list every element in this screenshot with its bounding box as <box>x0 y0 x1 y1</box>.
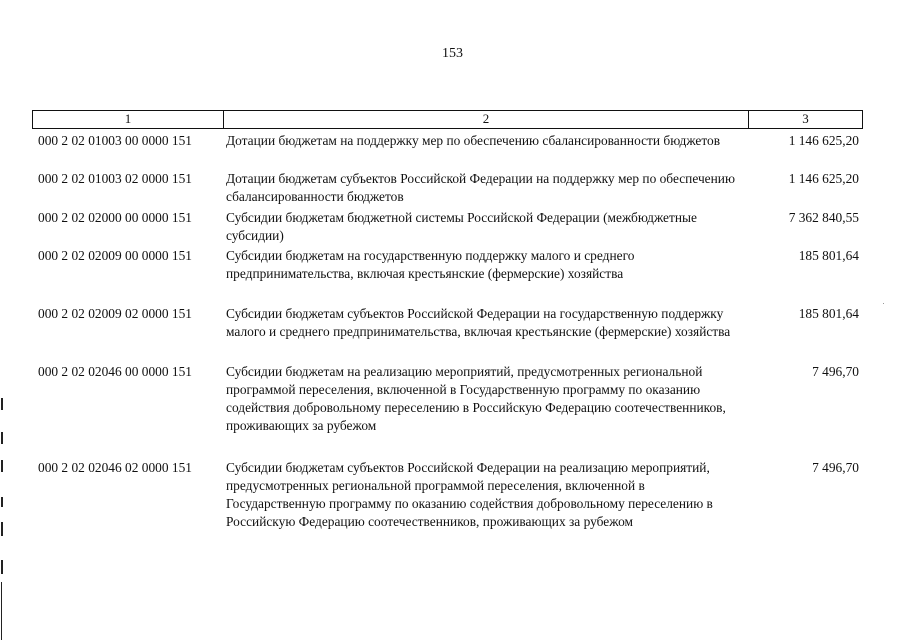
description: Субсидии бюджетам на реализацию мероприятий, предусмотренных региональной программой переселения, включенной в Государственную программу по оказанию содействия добровольному переселению в Российскую Федерацию соотечественников, проживающих за рубежом <box>226 364 726 433</box>
budget-code: 000 2 02 02009 00 0000 151 <box>38 248 192 263</box>
amount: 7 496,70 <box>812 460 859 475</box>
table-row <box>32 363 863 459</box>
table-row <box>32 209 863 247</box>
table-row <box>32 305 863 363</box>
amount: 7 496,70 <box>812 364 859 379</box>
budget-table <box>32 110 863 555</box>
scan-margin-mark <box>1 497 3 507</box>
scan-margin-mark <box>1 398 3 410</box>
table-row <box>32 459 863 555</box>
amount: 185 801,64 <box>798 306 859 321</box>
description: Субсидии бюджетам субъектов Российской Федерации на государственную поддержку малого и среднего предпринимательства, включая крестьянские (фермерские) хозяйства <box>226 306 731 339</box>
header-col-2: 2 <box>224 111 749 128</box>
page-number: 153 <box>442 46 463 61</box>
table-row <box>32 247 863 305</box>
budget-code: 000 2 02 02000 00 0000 151 <box>38 210 192 225</box>
description: Субсидии бюджетам субъектов Российской Федерации на реализацию мероприятий, предусмотренных региональной программой переселения, включенной в Государственную программу по оказанию содействия добровольному переселению в Российскую Федерацию соотечественников, проживающих за рубежом <box>226 460 713 529</box>
table-row <box>32 170 863 209</box>
header-col-1: 1 <box>33 111 224 128</box>
budget-code: 000 2 02 01003 02 0000 151 <box>38 171 192 186</box>
scan-margin-mark <box>1 522 3 536</box>
table-body <box>32 132 863 555</box>
budget-code: 000 2 02 02046 02 0000 151 <box>38 460 192 475</box>
budget-code: 000 2 02 02046 00 0000 151 <box>38 364 192 379</box>
table-row <box>32 132 863 170</box>
scan-margin-mark <box>1 432 3 444</box>
description: Субсидии бюджетам бюджетной системы Российской Федерации (межбюджетные субсидии) <box>226 210 697 243</box>
scan-margin-mark <box>1 560 3 574</box>
table-header-row <box>32 110 863 129</box>
description: Субсидии бюджетам на государственную поддержку малого и среднего предпринимательства, включая крестьянские (фермерские) хозяйства <box>226 248 635 281</box>
budget-code: 000 2 02 01003 00 0000 151 <box>38 133 192 148</box>
scan-margin-mark <box>1 460 3 472</box>
description: Дотации бюджетам субъектов Российской Федерации на поддержку мер по обеспечению сбалансированности бюджетов <box>226 171 735 204</box>
amount: 1 146 625,20 <box>788 171 859 186</box>
budget-code: 000 2 02 02009 02 0000 151 <box>38 306 192 321</box>
scan-margin-line <box>1 582 2 640</box>
amount: 1 146 625,20 <box>788 133 859 148</box>
amount: 7 362 840,55 <box>788 210 859 225</box>
amount: 185 801,64 <box>798 248 859 263</box>
description: Дотации бюджетам на поддержку мер по обеспечению сбалансированности бюджетов <box>226 133 721 148</box>
header-col-3: 3 <box>802 111 809 126</box>
scan-speck <box>883 303 884 304</box>
